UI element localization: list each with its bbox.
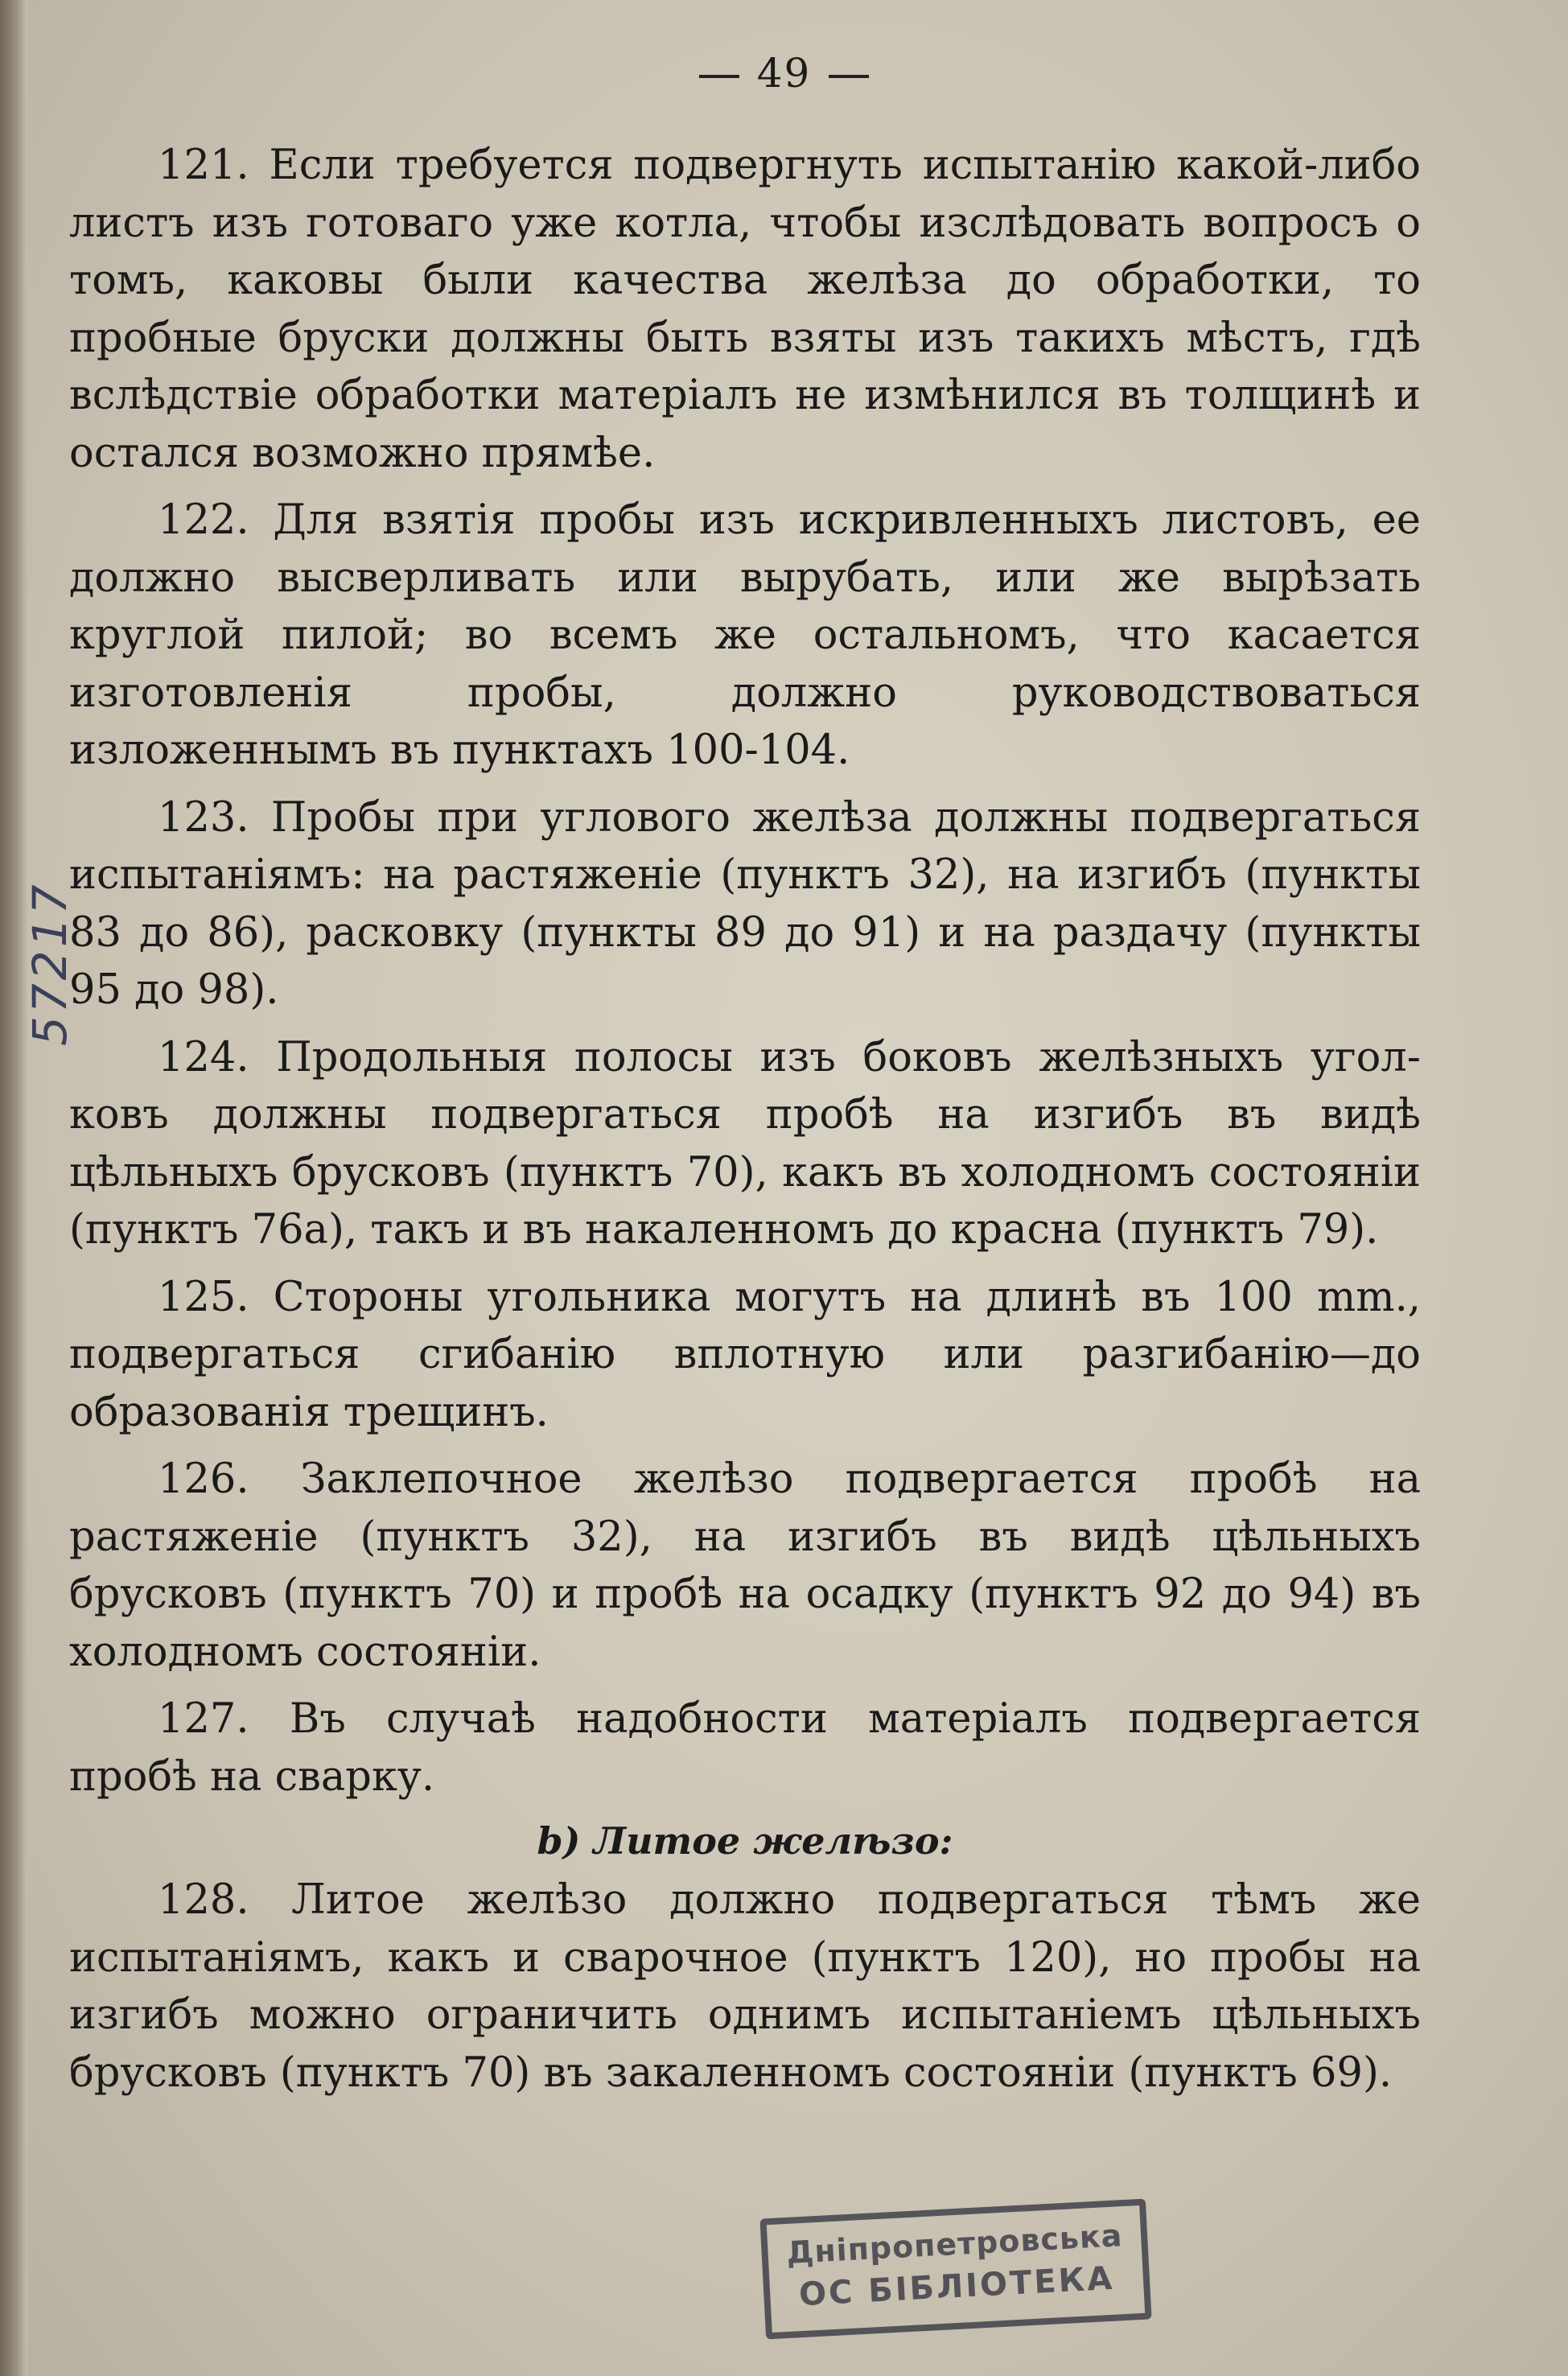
paragraph-128: 128. Литое желѣзо должно подвергаться тѣмъ же испытаніямъ, какъ и сварочное (пунктъ 120), но пробы на изгибъ можно ограничить однимъ испытаніемъ цѣльныхъ брусковъ (пунктъ 70) въ закаленномъ состояніи (пунктъ 69). [69,1876,1421,2097]
page-binding-edge [0,0,27,2376]
body-text [69,137,1421,2111]
page-number [0,50,1568,97]
stamp-line-2: ОС БІБЛІОТЕКА [797,2259,1116,2314]
dash-left [699,75,739,78]
paragraph-126: 126. Заклепочное желѣзо подвергается пробѣ на растяженіе (пунктъ 32), на изгибъ въ видѣ цѣльныхъ брусковъ (пунктъ 70) и пробѣ на осадку (пунктъ 92 до 94) въ холодномъ состояніи. [69,1456,1421,1676]
library-stamp [759,2199,1151,2340]
paragraph-121: 121. Если требуется подвергнуть испытанію какой-либо листъ изъ готоваго уже котла, чтобы изслѣдовать вопросъ о томъ, каковы были качества желѣза до обработки, то пробные бруски должны быть взяты изъ такихъ мѣстъ, гдѣ вслѣдствіе обработки матеріалъ не измѣнился въ толщинѣ и остался возможно прямѣе. [69,142,1421,477]
paragraph-124: 124. Продольныя полосы изъ боковъ желѣзныхъ уголковъ должны подвергаться пробѣ на изгибъ въ видѣ цѣльныхъ брусковъ (пунктъ 70), какъ въ холодномъ состояніи (пунктъ 76а), такъ и въ накаленномъ до красна (пунктъ 79). [69,1033,1421,1254]
section-heading: b) Литое желѣзо: [537,1819,953,1863]
paragraph-127: 127. Въ случаѣ надобности матеріалъ подвергается пробѣ на сварку. [69,1695,1421,1801]
page-number-value: 49 [756,50,812,97]
handwritten-margin-note: 57217 [23,881,77,1046]
paragraph-125: 125. Стороны угольника могутъ на длинѣ въ 100 mm., подвергаться сгибанію вплотную или разгибанію—до образованія трещинъ. [69,1273,1421,1436]
dash-right [829,75,869,78]
paragraph-122: 122. Для взятія пробы изъ искривленныхъ листовъ, ее должно высверливать или вырубать, или же вырѣзать круглой пилой; во всемъ же остальномъ, что касается изготовленія пробы, должно руководствоваться изложеннымъ въ пунктахъ 100-104. [69,496,1421,774]
stamp-line-1: Дніпропетровська [785,2217,1124,2271]
paragraph-123: 123. Пробы при углового желѣза должны подвергаться испытаніямъ: на растяженіе (пунктъ 32), на изгибъ (пункты 83 до 86), расковку (пункты 89 до 91) и на раздачу (пункты 95 до 98). [69,793,1421,1014]
